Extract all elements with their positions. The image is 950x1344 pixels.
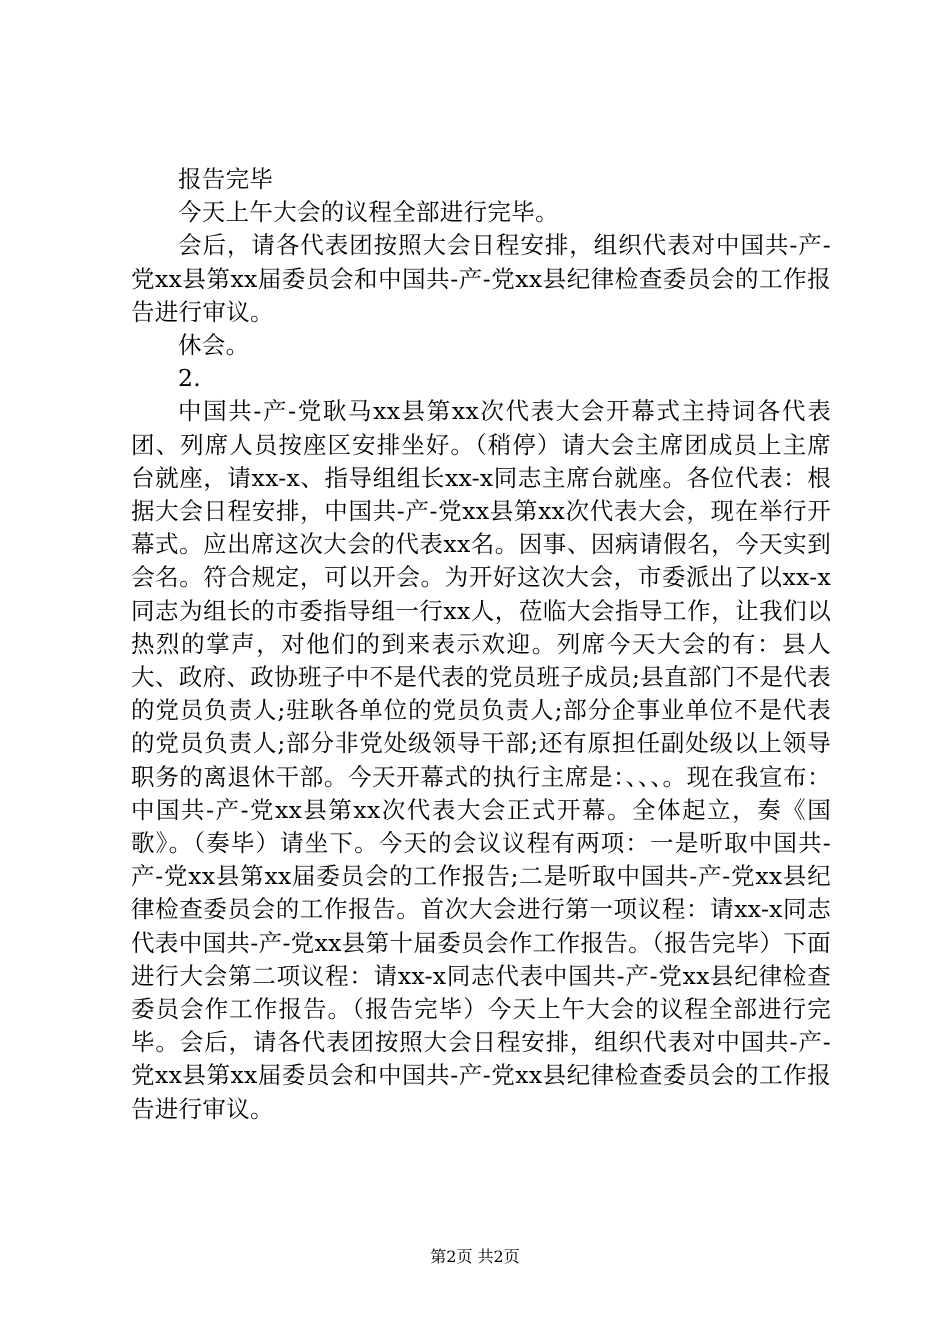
paragraph-opening-speech: 中国共-产-党耿马xx县第xx次代表大会开幕式主持词各代表团、列席人员按座区安排坐好。（稍停）请大会主席团成员上主席台就座，请xx-x、指导组组长xx-x同志主席台就座。各位代表：根据大会日程安排，中国共-产-党xx县第xx次代表大会，现在举行开幕式。应出席这次大会的代表xx名。因事、因病请假名，今天实到会名。符合规定，可以开会。为开好这次大会，市委派出了以xx-x同志为组长的市委指导组一行xx人，莅临大会指导工作，让我们以热烈的掌声，对他们的到来表示欢迎。列席今天大会的有：县人大、政府、政协班子中不是代表的党员班子成员;县直部门不是代表的党员负责人;驻耿各单位的党员负责人;部分企事业单位不是代表的党员负责人;部分非党处级领导干部;还有原担任副处级以上领导职务的离退休干部。今天开幕式的执行主席是：、、、。现在我宣布：中国共-产-党xx县第xx次代表大会正式开幕。全体起立，奏《国歌》。（奏毕）请坐下。今天的会议议程有两项：一是听取中国共-产-党xx县第xx届委员会的工作报告;二是听取中国共-产-党xx县纪律检查委员会的工作报告。首次大会进行第一项议程：请xx-x同志代表中国共-产-党xx县第十届委员会作工作报告。（报告完毕）下面进行大会第二项议程：请xx-x同志代表中国共-产-党xx县纪律检查委员会作工作报告。（报告完毕）今天上午大会的议程全部进行完毕。会后，请各代表团按照大会日程安排，组织代表对中国共-产-党xx县第xx届委员会和中国共-产-党xx县纪律检查委员会的工作报告进行审议。 [131, 397, 831, 1123]
page-footer [0, 1247, 950, 1267]
page-number: 第2页 共2页 [430, 1247, 520, 1266]
paragraph-after-meeting: 会后，请各代表团按照大会日程安排，组织代表对中国共-产-党xx县第xx届委员会和中国共-产-党xx县纪律检查委员会的工作报告进行审议。 [131, 231, 831, 326]
document-body [131, 163, 831, 1126]
paragraph-report-complete: 报告完毕 [178, 165, 274, 193]
paragraph-agenda-complete: 今天上午大会的议程全部进行完毕。 [178, 198, 559, 227]
paragraph-adjourn: 休会。 [178, 331, 250, 360]
section-number: 2. [178, 364, 202, 393]
